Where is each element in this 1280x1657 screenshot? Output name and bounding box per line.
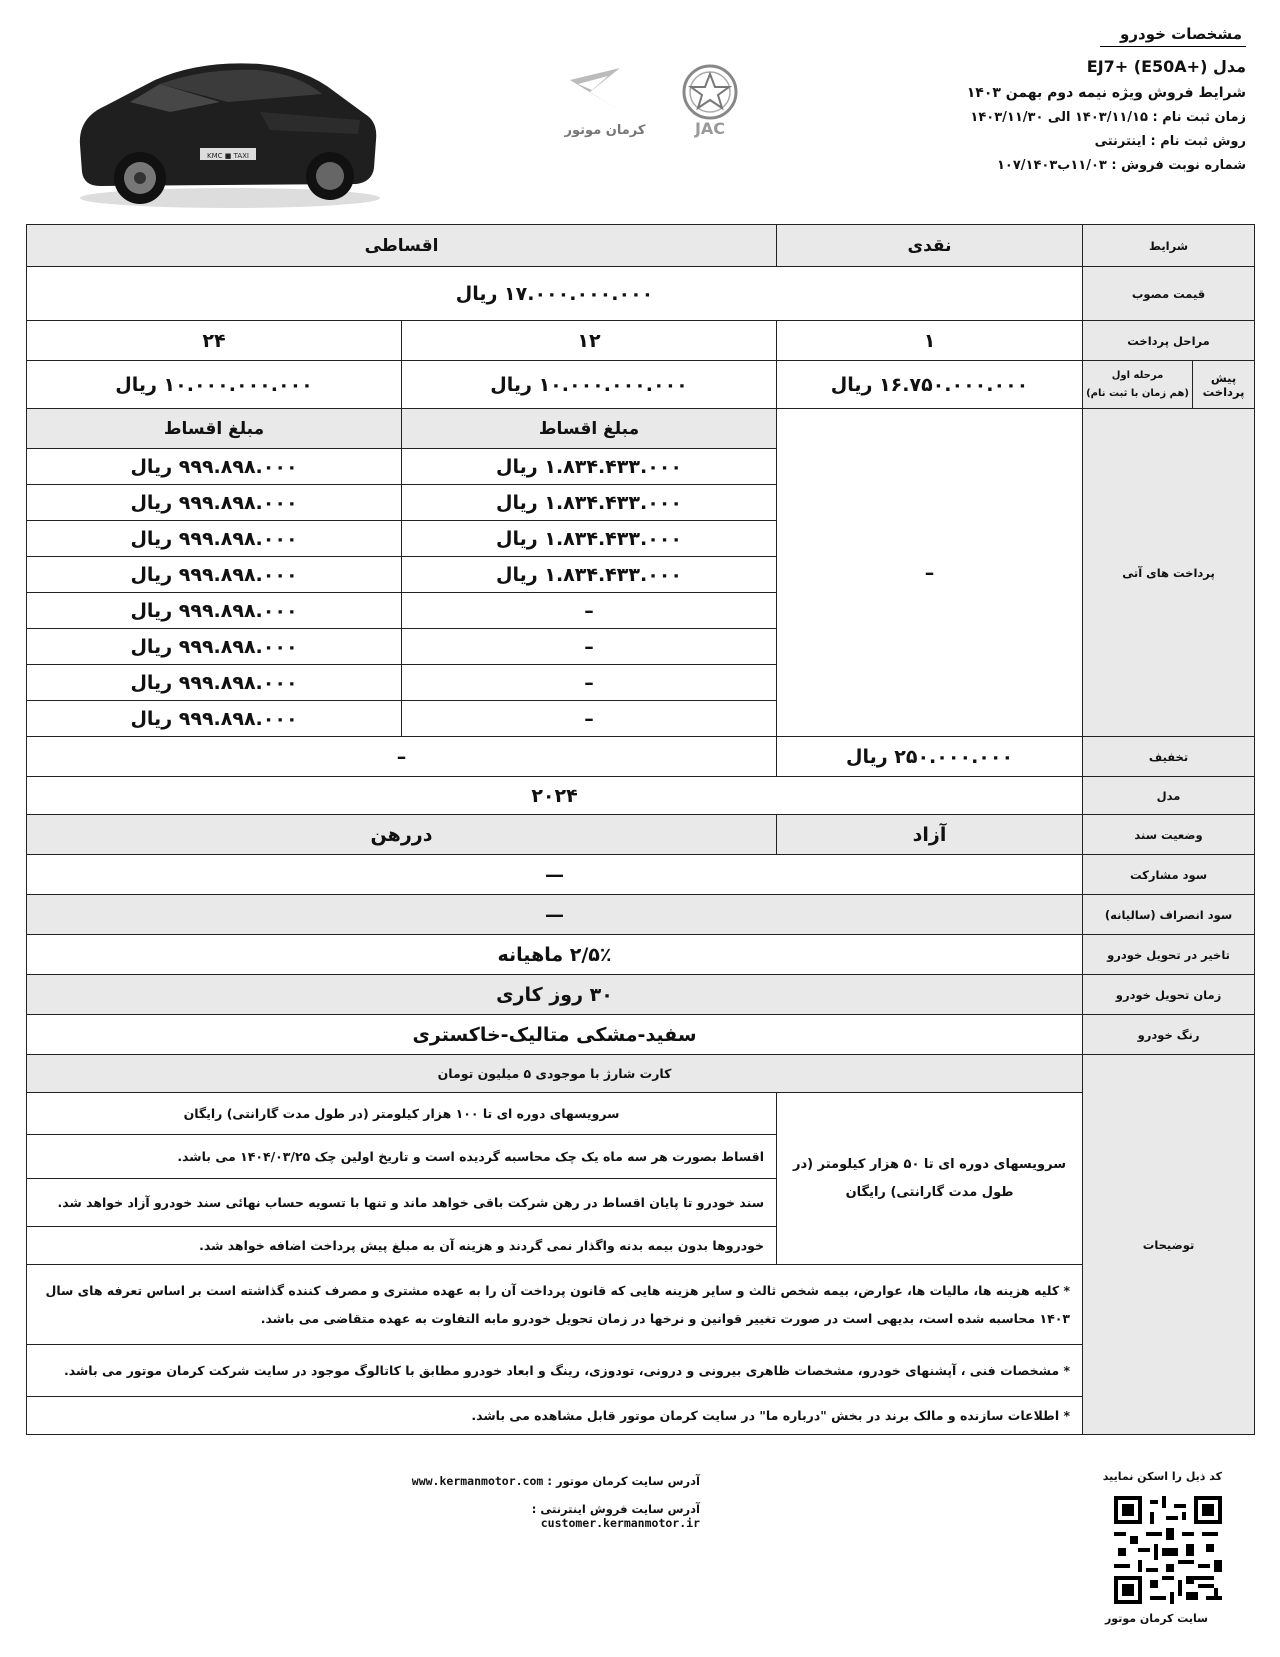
installment-24-6: ۹۹۹.۸۹۸.۰۰۰ ریال xyxy=(27,629,402,665)
car-model: مدل (+EJ7+ (E50A xyxy=(1086,57,1246,76)
footer-site-url[interactable]: www.kermanmotor.com xyxy=(411,1474,544,1488)
document-installment: دررهن xyxy=(27,815,777,855)
label-notes: توضیحات xyxy=(1083,1055,1255,1435)
kerman-logo-text: کرمان موتور xyxy=(564,123,646,138)
note-installment-4: خودروها بدون بیمه بدنه واگذار نمی گردند و هزینه آن به مبلغ پیش پرداخت اضافه خواهد شد. xyxy=(27,1227,777,1265)
qr-code xyxy=(1114,1496,1222,1604)
label-delivery: زمان تحویل خودرو xyxy=(1083,975,1255,1015)
general-note-1: * کلیه هزینه ها، مالیات ها، عوارض، بیمه شخص ثالث و سایر هزینه هایی که قانون پرداخت آن را به عهده مشتری و مصرف کننده گذاشته است بر اساس تعرفه های سال ۱۴۰۳ محاسبه شده است، بدیهی است در صورت تغییر قوانین و نرخها در زمان تحویل خودرو مابه التفاوت به عهده متقاضی می باشد. xyxy=(27,1265,1083,1345)
label-conditions: شرایط xyxy=(1083,225,1255,267)
price-table xyxy=(26,224,1255,1435)
prepay-24: ۱۰.۰۰۰.۰۰۰.۰۰۰ ریال xyxy=(27,361,402,409)
car-colors: سفید-مشکی متالیک-خاکستری xyxy=(27,1015,1083,1055)
plate-text: KMC ■ TAXI xyxy=(207,152,249,160)
delivery-time: ۳۰ روز کاری xyxy=(27,975,1083,1015)
installment-header-24: مبلغ اقساط xyxy=(27,409,402,449)
installment-12-2: ۱.۸۳۴.۴۳۳.۰۰۰ ریال xyxy=(402,485,777,521)
jac-logo-icon xyxy=(560,60,760,140)
installment-header-12: مبلغ اقساط xyxy=(402,409,777,449)
participation-profit: — xyxy=(27,855,1083,895)
installment-24-4: ۹۹۹.۸۹۸.۰۰۰ ریال xyxy=(27,557,402,593)
sale-conditions: شرایط فروش ویژه نیمه دوم بهمن ۱۴۰۳ xyxy=(966,85,1246,101)
label-future-payments: پرداخت های آتی xyxy=(1083,409,1255,737)
installment-12-5: – xyxy=(402,593,777,629)
footer-sales-label: آدرس سایت فروش اینترنتی : xyxy=(531,1502,700,1516)
footer-site xyxy=(380,1474,700,1488)
note-installment-3: سند خودرو تا پایان اقساط در رهن شرکت باقی خواهد ماند و تنها با تسویه حساب نهائی سند خودرو آزاد خواهد شد. xyxy=(27,1179,777,1227)
label-prepayment: پیش پرداخت xyxy=(1193,361,1255,409)
stages-cash: ۱ xyxy=(777,321,1083,361)
label-model-year: مدل xyxy=(1083,777,1255,815)
discount-cash: ۲۵۰.۰۰۰.۰۰۰ ریال xyxy=(777,737,1083,777)
installment-12-8: – xyxy=(402,701,777,737)
installment-24-7: ۹۹۹.۸۹۸.۰۰۰ ریال xyxy=(27,665,402,701)
label-delay: تاخیر در تحویل خودرو xyxy=(1083,935,1255,975)
installment-12-3: ۱.۸۳۴.۴۳۳.۰۰۰ ریال xyxy=(402,521,777,557)
brand-logos xyxy=(560,60,760,140)
installment-12-6: – xyxy=(402,629,777,665)
installment-24-2: ۹۹۹.۸۹۸.۰۰۰ ریال xyxy=(27,485,402,521)
installment-24-5: ۹۹۹.۸۹۸.۰۰۰ ریال xyxy=(27,593,402,629)
footer-sales-url[interactable]: customer.kermanmotor.ir xyxy=(540,1516,700,1530)
label-price: قیمت مصوب xyxy=(1083,267,1255,321)
label-cancellation: سود انصراف (سالیانه) xyxy=(1083,895,1255,935)
general-note-2: * مشخصات فنی ، آپشنهای خودرو، مشخصات ظاهری بیرونی و درونی، تودوزی، رینگ و ابعاد خودرو مطابق با کاتالوگ موجود در سایت شرکت کرمان موتور می باشد. xyxy=(27,1345,1083,1397)
model-year: ۲۰۲۴ xyxy=(27,777,1083,815)
qr-caption-bottom: سایت کرمان موتور xyxy=(1104,1612,1208,1625)
footer-site-label: آدرس سایت کرمان موتور : xyxy=(547,1474,700,1488)
installment-24-1: ۹۹۹.۸۹۸.۰۰۰ ریال xyxy=(27,449,402,485)
prepay-12: ۱۰.۰۰۰.۰۰۰.۰۰۰ ریال xyxy=(402,361,777,409)
footer-sales xyxy=(380,1502,700,1530)
sale-number: شماره نوبت فروش : ۱۱/۰۳ب۱۰۷/۱۴۰۳ xyxy=(996,158,1246,173)
note-installment-2: اقساط بصورت هر سه ماه یک چک محاسبه گردیده است و تاریخ اولین چک ۱۴۰۴/۰۳/۲۵ می باشد. xyxy=(27,1135,777,1179)
installment-12-1: ۱.۸۳۴.۴۳۳.۰۰۰ ریال xyxy=(402,449,777,485)
installment-24-3: ۹۹۹.۸۹۸.۰۰۰ ریال xyxy=(27,521,402,557)
registration-method: روش ثبت نام : اینترنتی xyxy=(1094,134,1246,149)
note-charge-card: کارت شارژ با موجودی ۵ میلیون تومان xyxy=(27,1055,1083,1093)
jac-logo-text: JAC xyxy=(694,119,726,138)
stages-24: ۲۴ xyxy=(27,321,402,361)
label-color: رنگ خودرو xyxy=(1083,1015,1255,1055)
cancellation-profit: — xyxy=(27,895,1083,935)
note-installment-1: سرویسهای دوره ای تا ۱۰۰ هزار کیلومتر (در طول مدت گارانتی) رایگان xyxy=(27,1093,777,1135)
general-note-3: * اطلاعات سازنده و مالک برند در بخش "درباره ما" در سایت کرمان موتور قابل مشاهده می باشد. xyxy=(27,1397,1083,1435)
installment-12-7: – xyxy=(402,665,777,701)
registration-time: زمان ثبت نام : ۱۴۰۳/۱۱/۱۵ الی ۱۴۰۳/۱۱/۳۰ xyxy=(970,110,1246,125)
installment-12-4: ۱.۸۳۴.۴۳۳.۰۰۰ ریال xyxy=(402,557,777,593)
document-title: مشخصات خودرو xyxy=(1100,25,1246,47)
label-participation: سود مشارکت xyxy=(1083,855,1255,895)
label-document: وضعیت سند xyxy=(1083,815,1255,855)
label-stages: مراحل پرداخت xyxy=(1083,321,1255,361)
header-block xyxy=(916,24,1246,173)
discount-installment: – xyxy=(27,737,777,777)
document-cash: آزاد xyxy=(777,815,1083,855)
note-cash-service: سرویسهای دوره ای تا ۵۰ هزار کیلومتر (در طول مدت گارانتی) رایگان xyxy=(777,1093,1083,1265)
installment-24-8: ۹۹۹.۸۹۸.۰۰۰ ریال xyxy=(27,701,402,737)
approved-price: ۱۷.۰۰۰.۰۰۰.۰۰۰ ریال xyxy=(27,267,1083,321)
qr-caption-top: کد ذیل را اسکن نمایید xyxy=(1102,1470,1222,1483)
future-cash: – xyxy=(777,409,1083,737)
col-installment: اقساطی xyxy=(27,225,777,267)
label-discount: تخفیف xyxy=(1083,737,1255,777)
prepay-cash: ۱۶.۷۵۰.۰۰۰.۰۰۰ ریال xyxy=(777,361,1083,409)
delivery-delay: ۲/۵٪ ماهیانه xyxy=(27,935,1083,975)
stages-12: ۱۲ xyxy=(402,321,777,361)
label-first-stage: مرحله اول (هم زمان با ثبت نام) xyxy=(1083,361,1193,409)
col-cash: نقدی xyxy=(777,225,1083,267)
car-image xyxy=(60,40,390,215)
